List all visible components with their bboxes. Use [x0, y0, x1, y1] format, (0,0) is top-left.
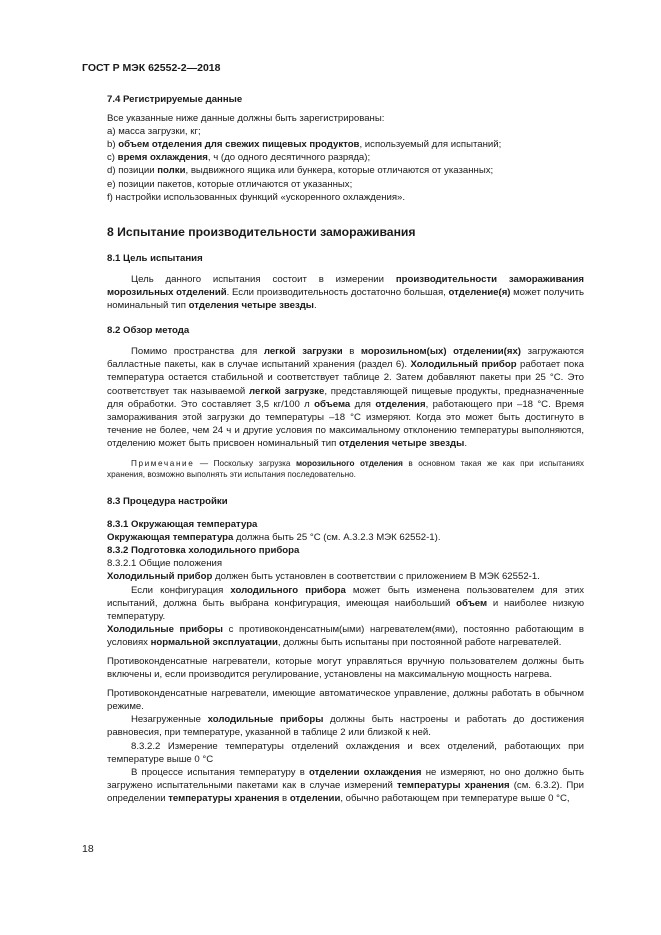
- s74-item-a: а) масса загрузки, кг;: [107, 126, 201, 138]
- s8322-p1: В процессе испытания температуру в отделении охлаждения не измеряют, но оно должно быть загружено испытательными пакетами как в случае измерений температуры хранения (см. 6.3.2). При определении температуры хранения в отделении, обычно работающем при температуре выше 0 °С,: [107, 766, 584, 804]
- s74-item-e: е) позиции пакетов, которые отличаются от указанных;: [107, 178, 353, 190]
- s8321-p4: Противоконденсатные нагреватели, которые могут управляться вручную пользователем должны быть включены и, если производится регулирование, установлены на максимальную мощность нагрева.: [107, 656, 584, 681]
- section-7-4-title: 7.4 Регистрируемые данные: [107, 94, 243, 105]
- section-8-1-title: 8.1 Цель испытания: [107, 252, 203, 264]
- s8321-p1: Холодильный прибор должен быть установлен в соответствии с приложением В МЭК 62552-1.: [107, 571, 540, 583]
- s82-paragraph: Помимо пространства для легкой загрузки в морозильном(ых) отделении(ях) загружаются балластные пакеты, как в случае испытаний хранения (раздел 6). Холодильный прибор работает пока температура остается стабильной и соответствует таблице 2. Затем добавляют пакеты при 25 °С. Это соответствует так называемой легкой загрузке, представляющей пищевые продукты, предназначенные для обработки. Это составляет 3,5 кг/100 л объема для отделения, работающего при –18 °С. Время замораживания этой загрузки до температуры –18 °С измеряют. Когда это может быть достигнуто в течение не более, чем 24 ч и другие условия по максимальному отклонению температуры выполняются, отделению может быть присвоен номинальный тип отделения четыре звезды.: [107, 346, 585, 449]
- s8321-p2: Если конфигурация холодильного прибора может быть изменена пользователем для этих испытаний, должна быть выбрана конфигурация, имеющая наибольший объем и наиболее низкую температуру.: [107, 584, 585, 622]
- section-8-title: 8 Испытание производительности замораживания: [107, 224, 416, 239]
- s74-item-c: с) время охлаждения, ч (до одного десятичного разряда);: [107, 152, 371, 164]
- s82-note: Примечание — Поскольку загрузка морозильного отделения в основном такая же как при испытаниях хранения, возможно выполнять эти испытания последовательно.: [107, 458, 584, 480]
- s74-item-f: f) настройки использованных функций «ускоренного охлаждения».: [107, 191, 406, 203]
- s8321-p6: Незагруженные холодильные приборы должны быть настроены и работать до достижения равновесия, при температуре, указанной в таблице 2 или близкой к ней.: [107, 714, 585, 739]
- s74-intro: Все указанные ниже данные должны быть зарегистрированы:: [107, 113, 385, 125]
- document-body: [107, 93, 584, 805]
- section-8-3-1-title: 8.3.1 Окружающая температура: [107, 519, 258, 531]
- section-8-3-2-title: 8.3.2 Подготовка холодильного прибора: [107, 545, 300, 557]
- s81-paragraph: Цель данного испытания состоит в измерении производительности замораживания морозильных отделений. Если производительность достаточно большая, отделение(я) может получить номинальный тип отделения четыре звезды.: [107, 273, 584, 312]
- section-8-2-title: 8.2 Обзор метода: [107, 325, 190, 337]
- s74-item-b: b) объем отделения для свежих пищевых продуктов, используемый для испытаний;: [107, 139, 502, 151]
- page-number: 18: [82, 843, 94, 855]
- standard-code: ГОСТ Р МЭК 62552-2—2018: [82, 62, 221, 74]
- s8322-title: 8.3.2.2 Измерение температуры отделений охлаждения и всех отделений, работающих при температуре выше 0 °С: [107, 740, 584, 765]
- s74-item-d: d) позиции полки, выдвижного ящика или бункера, которые отличаются от указанных;: [107, 165, 494, 177]
- s8321-p5: Противоконденсатные нагреватели, имеющие автоматическое управление, должны работать в обычном режиме.: [107, 688, 584, 713]
- s8321-p3: Холодильные приборы с противоконденсатным(ыми) нагревателем(ями), постоянно работающим в условиях нормальной эксплуатации, должны быть испытаны при постоянной работе нагревателей.: [107, 623, 584, 648]
- section-8-3-2-1-title: 8.3.2.1 Общие положения: [107, 558, 223, 570]
- s831-paragraph: Окружающая температура должна быть 25 °С (см. А.3.2.3 МЭК 62552-1).: [107, 532, 441, 544]
- section-8-3-title: 8.3 Процедура настройки: [107, 495, 228, 507]
